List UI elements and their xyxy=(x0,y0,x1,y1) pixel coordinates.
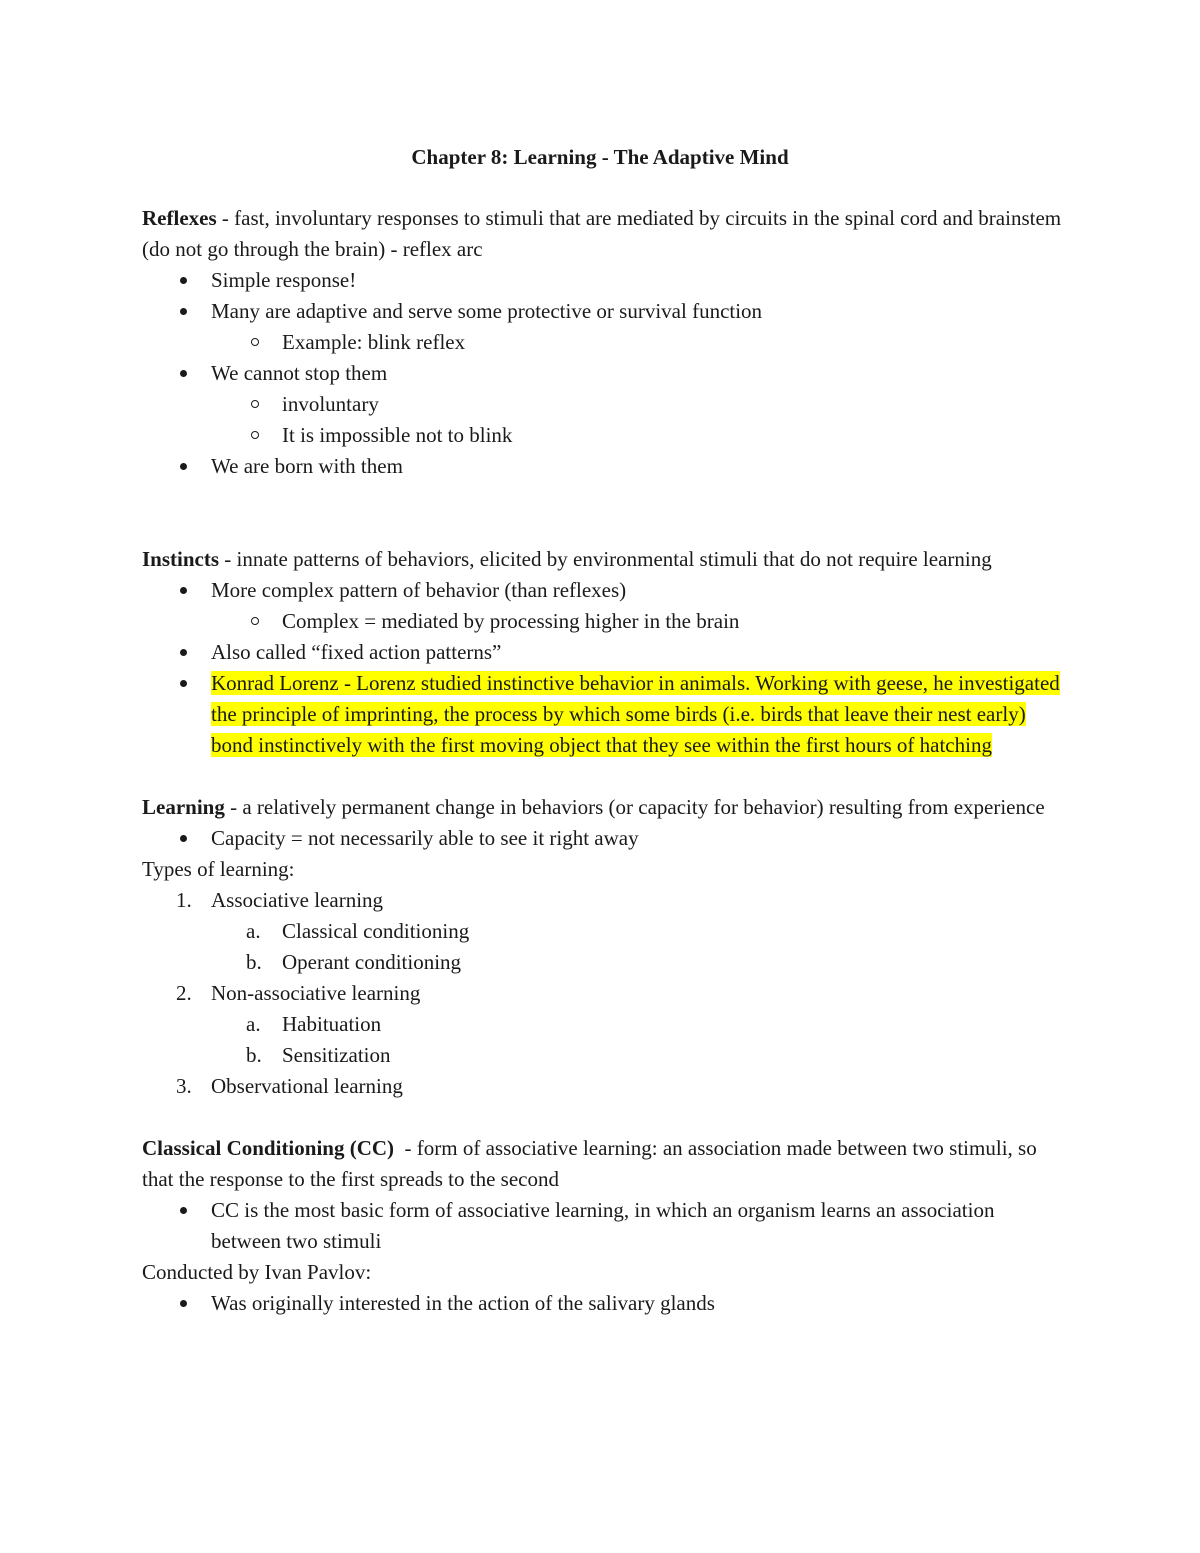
bullet-icon xyxy=(180,649,187,656)
bullet-icon xyxy=(180,308,187,315)
circle-bullet-icon xyxy=(251,617,259,625)
bullet-icon xyxy=(180,835,187,842)
reflexes-definition xyxy=(142,203,1062,265)
list-item-text: We are born with them xyxy=(211,454,403,478)
sub-list-item xyxy=(142,389,1062,420)
list-item xyxy=(142,637,1062,668)
sub-list-item xyxy=(142,420,1062,451)
document-body xyxy=(142,203,1062,1319)
circle-bullet-icon xyxy=(251,431,259,439)
circle-bullet-icon xyxy=(251,400,259,408)
list-item xyxy=(142,823,1062,854)
list-item-text: Classical conditioning xyxy=(282,919,470,943)
list-item xyxy=(142,575,1062,606)
sub-list-item xyxy=(142,606,1062,637)
numbered-item xyxy=(142,1071,1062,1102)
list-item-text: Capacity = not necessarily able to see it right away xyxy=(211,826,639,850)
sub-list-item xyxy=(142,327,1062,358)
list-item-text: Habituation xyxy=(282,1012,382,1036)
item-number: 1. xyxy=(176,888,192,912)
bullet-icon xyxy=(180,277,187,284)
list-item-text: involuntary xyxy=(282,392,379,416)
list-item-text: Associative learning xyxy=(211,888,384,912)
list-item-text: Observational learning xyxy=(211,1074,403,1098)
list-item-text: Sensitization xyxy=(282,1043,391,1067)
reflexes-term: Reflexes xyxy=(142,206,217,230)
list-item-text: Many are adaptive and serve some protective or survival function xyxy=(211,299,763,323)
list-item-text: Also called “fixed action patterns” xyxy=(211,640,502,664)
list-item-text: Was originally interested in the action of the salivary glands xyxy=(211,1291,715,1315)
bullet-icon xyxy=(180,680,187,687)
circle-bullet-icon xyxy=(251,338,259,346)
conducted-by-label: Conducted by Ivan Pavlov: xyxy=(142,1260,372,1284)
item-letter: b. xyxy=(246,950,262,974)
reflexes-definition-text: - fast, involuntary responses to stimuli that are mediated by circuits in the spinal cord and brainstem (do not go through the brain) - reflex arc xyxy=(142,206,1062,261)
highlighted-text: Konrad Lorenz - Lorenz studied instinctive behavior in animals. Working with geese, he investigated the principle of imprinting, the process by which some birds (i.e. birds that leave their nest early) bond instinctively with the first moving object that they see within the first hours of hatching xyxy=(211,671,1060,757)
lettered-item xyxy=(142,1040,1062,1071)
cc-definition-text: - form of associative learning: an association made between two stimuli, so that the response to the first spreads to the second xyxy=(142,1136,1042,1191)
list-item-text: Complex = mediated by processing higher in the brain xyxy=(282,609,740,633)
list-item-text: It is impossible not to blink xyxy=(282,423,513,447)
list-item-text: CC is the most basic form of associative learning, in which an organism learns an association between two stimuli xyxy=(211,1198,995,1253)
item-letter: b. xyxy=(246,1043,262,1067)
numbered-item xyxy=(142,885,1062,916)
item-letter: a. xyxy=(246,919,261,943)
lettered-item xyxy=(142,916,1062,947)
lettered-item xyxy=(142,947,1062,978)
types-label: Types of learning: xyxy=(142,857,295,881)
bullet-icon xyxy=(180,463,187,470)
bullet-icon xyxy=(180,370,187,377)
instincts-term: Instincts xyxy=(142,547,220,571)
list-item-text: Operant conditioning xyxy=(282,950,462,974)
list-item xyxy=(142,1195,1062,1257)
cc-definition xyxy=(142,1133,1062,1195)
bullet-icon xyxy=(180,1300,187,1307)
list-item xyxy=(142,451,1062,482)
list-item-text: Example: blink reflex xyxy=(282,330,466,354)
list-item-text: More complex pattern of behavior (than reflexes) xyxy=(211,578,627,602)
learning-definition xyxy=(142,792,1062,823)
learning-term: Learning xyxy=(142,795,225,819)
numbered-item xyxy=(142,978,1062,1009)
cc-term: Classical Conditioning (CC) xyxy=(142,1136,395,1160)
page-title: Chapter 8: Learning - The Adaptive Mind xyxy=(411,145,789,169)
list-item xyxy=(142,296,1062,327)
bullet-icon xyxy=(180,587,187,594)
item-number: 3. xyxy=(176,1074,192,1098)
item-number: 2. xyxy=(176,981,192,1005)
item-letter: a. xyxy=(246,1012,261,1036)
highlighted-list-item xyxy=(142,668,1062,761)
list-item-text: Simple response! xyxy=(211,268,357,292)
list-item xyxy=(142,1288,1062,1319)
lettered-item xyxy=(142,1009,1062,1040)
instincts-definition xyxy=(142,544,1062,575)
instincts-definition-text: - innate patterns of behaviors, elicited by environmental stimuli that do not require learning xyxy=(219,547,992,571)
learning-definition-text: - a relatively permanent change in behaviors (or capacity for behavior) resulting from experience xyxy=(224,795,1045,819)
list-item-text: We cannot stop them xyxy=(211,361,388,385)
bullet-icon xyxy=(180,1207,187,1214)
list-item xyxy=(142,265,1062,296)
list-item xyxy=(142,358,1062,389)
list-item-text: Non-associative learning xyxy=(211,981,421,1005)
